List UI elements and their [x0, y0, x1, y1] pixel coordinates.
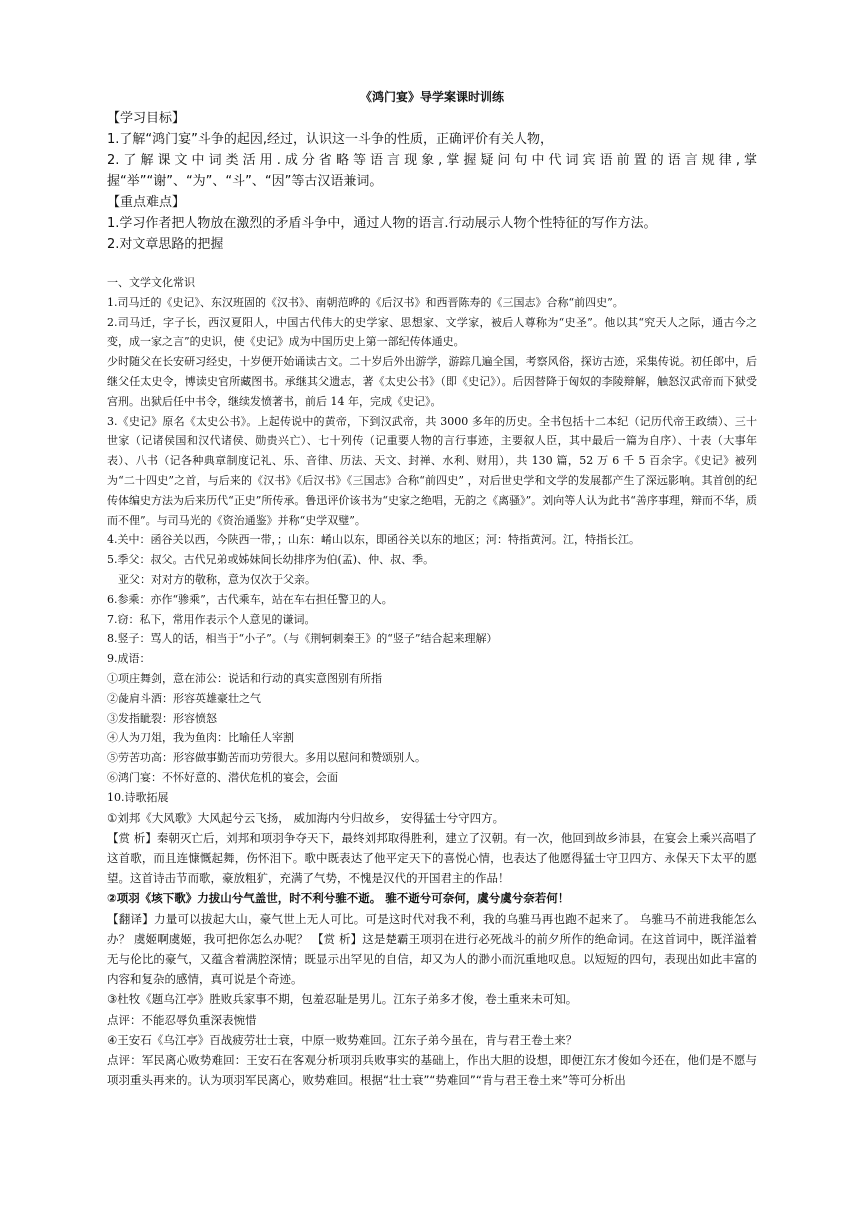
idiom-item: ①项庄舞剑，意在沛公：说话和行动的真实意图别有所指	[107, 671, 382, 685]
section-literary-knowledge	[107, 273, 757, 808]
poem-item: ④王安石《乌江亭》百战疲劳壮士衰，中原一败势难回。江东子弟今虽在，肯与君王卷土来？	[107, 1032, 578, 1047]
paragraph: 4.关中：函谷关以西，今陕西一带，；山东：崤山以东，即函谷关以东的地区；河：特指黄河。江，特指长江。	[107, 533, 640, 547]
paragraph: 亚父：对对方的敬称，意为仅次于父亲。	[118, 572, 316, 586]
learning-objectives	[107, 108, 757, 255]
keypoint-item: 2.对文章思路的把握	[107, 237, 224, 252]
poem-commentary: 点评：军民离心败势难回：王安石在客观分析项羽兵败事实的基础上，作出大胆的设想，即便江东才俊如今还在，他们是不愿与项羽重头再来的。认为项羽军民离心，败势难回。根据“壮士衰”“势难回”“肯与君王卷土来”等可分析出	[107, 1052, 757, 1088]
idiom-item: ⑥鸿门宴：不怀好意的、潜伏危机的宴会，会面	[107, 770, 338, 784]
document-content	[107, 88, 757, 1090]
objective-item: 2.了解课文中词类活用.成分省略等语言现象,掌握疑问句中代词宾语前置的语言规律,掌握“举”“谢”、“为”、“斗”、“因”等古汉语兼词。	[107, 153, 757, 189]
poetry-heading: 10.诗歌拓展	[107, 790, 169, 804]
objective-item: 1.了解“鸿门宴”斗争的起因,经过，认识这一斗争的性质，正确评价有关人物，	[107, 132, 554, 147]
idiom-item: ④人为刀俎，我为鱼肉：比喻任人宰割	[107, 731, 294, 745]
keypoints-heading: 【重点难点】	[107, 195, 186, 210]
poem-commentary: 点评：不能忍辱负重深表惋惜	[107, 1012, 257, 1027]
paragraph: 3.《史记》原名《太史公书》。上起传说中的黄帝，下到汉武帝，共 3000 多年的历史。全书包括十二本纪（记历代帝王政绩）、三十世家（记诸侯国和汉代诸侯、勋贵兴亡）、七十列传（记重要人物的言行事迹，主要叙人臣，其中最后一篇为自序）、十表（大事年表）、八书（记各种典章制度记礼、乐、音律、历法、天文、封禅、水利、财用），共 130 篇，52 万 6 千 5 百余字。《史记》被列为“二十四史”之首，与后来的《汉书》《后汉书》《三国志》合称“前四史” ，对后世史学和文学的发展都产生了深远影响。其首创的纪传体编史方法为后来历代“正史”所传承。鲁迅评价该书为“史家之绝唱，无韵之《离骚》”。刘向等人认为此书“善序事理，辩而不华，质而不俚”。与司马光的《资治通鉴》并称“史学双璧”。	[107, 414, 757, 527]
idiom-item: ②彘肩斗酒：形容英雄豪壮之气	[107, 691, 261, 705]
poetry-extension	[107, 808, 757, 1091]
document-title: 《鸿门宴》导学案课时训练	[359, 90, 504, 104]
idiom-item: ③发指眦裂：形容愤怒	[107, 711, 217, 725]
poem-item: ①刘邦《大风歌》大风起兮云飞扬， 威加海内兮归故乡， 安得猛士兮守四方。	[107, 810, 505, 825]
paragraph: 2.司马迁，字子长，西汉夏阳人，中国古代伟大的史学家、思想家、文学家，被后人尊称为“史圣”。他以其“究天人之际，通古今之变，成一家之言”的史识，使《史记》成为中国历史上第一部纪传体通史。	[107, 315, 757, 349]
poem-item: ②项羽《垓下歌》力拔山兮气盖世，时不利兮骓不逝。 骓不逝兮可奈何，虞兮虞兮奈若何！	[107, 891, 570, 906]
paragraph: 5.季父：叔父。古代兄弟或姊妹间长幼排序为伯(孟)、仲、叔、季。	[107, 553, 435, 567]
section-heading: 一、文学文化常识	[107, 276, 195, 289]
paragraph: 9.成语：	[107, 652, 151, 666]
poem-commentary: 【赏 析】秦朝灭亡后，刘邦和项羽争夺天下，最终刘邦取得胜利，建立了汉朝。有一次，他回到故乡沛县，在宴会上乘兴高唱了这首歌，而且连慷慨起舞，伤怀泪下。歌中既表达了他平定天下的喜悦心情，也表达了他愿得猛士守卫四方、永保天下太平的愿望。这首诗击节而歌，豪放粗犷，充满了气势，不愧是汉代的开国君主的作品！	[107, 830, 757, 886]
paragraph: 1.司马迁的《史记》、东汉班固的《汉书》、南朝范晔的《后汉书》和西晋陈寿的《三国志》合称“前四史”。	[107, 295, 624, 309]
paragraph: 6.参乘：亦作“骖乘”，古代乘车，站在车右担任警卫的人。	[107, 592, 393, 606]
paragraph: 少时随父在长安研习经史，十岁便开始诵读古文。二十岁后外出游学，游踪几遍全国，考察风俗，探访古迹，采集传说。初任郎中，后继父任太史令，博读史官所藏图书。承继其父遗志，著《太史公书》（即《史记》）。后因替降于匈奴的李陵辩解，触怒汉武帝而下狱受宫刑。出狱后任中书令，继续发愤著书，前后 14 年，完成《史记》。	[107, 355, 757, 408]
keypoint-item: 1.学习作者把人物放在激烈的矛盾斗争中，通过人物的语言.行动展示人物个性特征的写作方法。	[107, 216, 657, 231]
spacer	[107, 255, 757, 273]
paragraph: 8.竖子：骂人的话，相当于“小子”。（与《荆轲刺秦王》的“竖子”结合起来理解）	[107, 632, 498, 646]
objectives-heading: 【学习目标】	[107, 111, 186, 126]
poem-commentary: 【翻译】力量可以拔起大山，豪气世上无人可比。可是这时代对我不利，我的乌骓马再也跑不起来了。 乌骓马不前进我能怎么办？ 虞姬啊虞姬，我可把你怎么办呢？ 【赏 析】这是楚霸王项羽在进行必死战斗的前夕所作的绝命词。在这首词中，既洋溢着无与伦比的豪气，又蕴含着满腔深情；既显示出罕见的自信，却又为人的渺小而沉重地叹息。以短短的四句，表现出如此丰富的内容和复杂的感情，真可说是个奇迹。	[107, 911, 757, 987]
idiom-item: ⑤劳苦功高：形容做事勤苦而功劳很大。多用以慰问和赞颂别人。	[107, 751, 426, 765]
paragraph: 7.窃：私下，常用作表示个人意见的谦词。	[107, 612, 316, 626]
poem-item: ③杜牧《题乌江亭》胜败兵家事不期，包羞忍耻是男儿。江东子弟多才俊，卷土重来未可知。	[107, 992, 578, 1007]
